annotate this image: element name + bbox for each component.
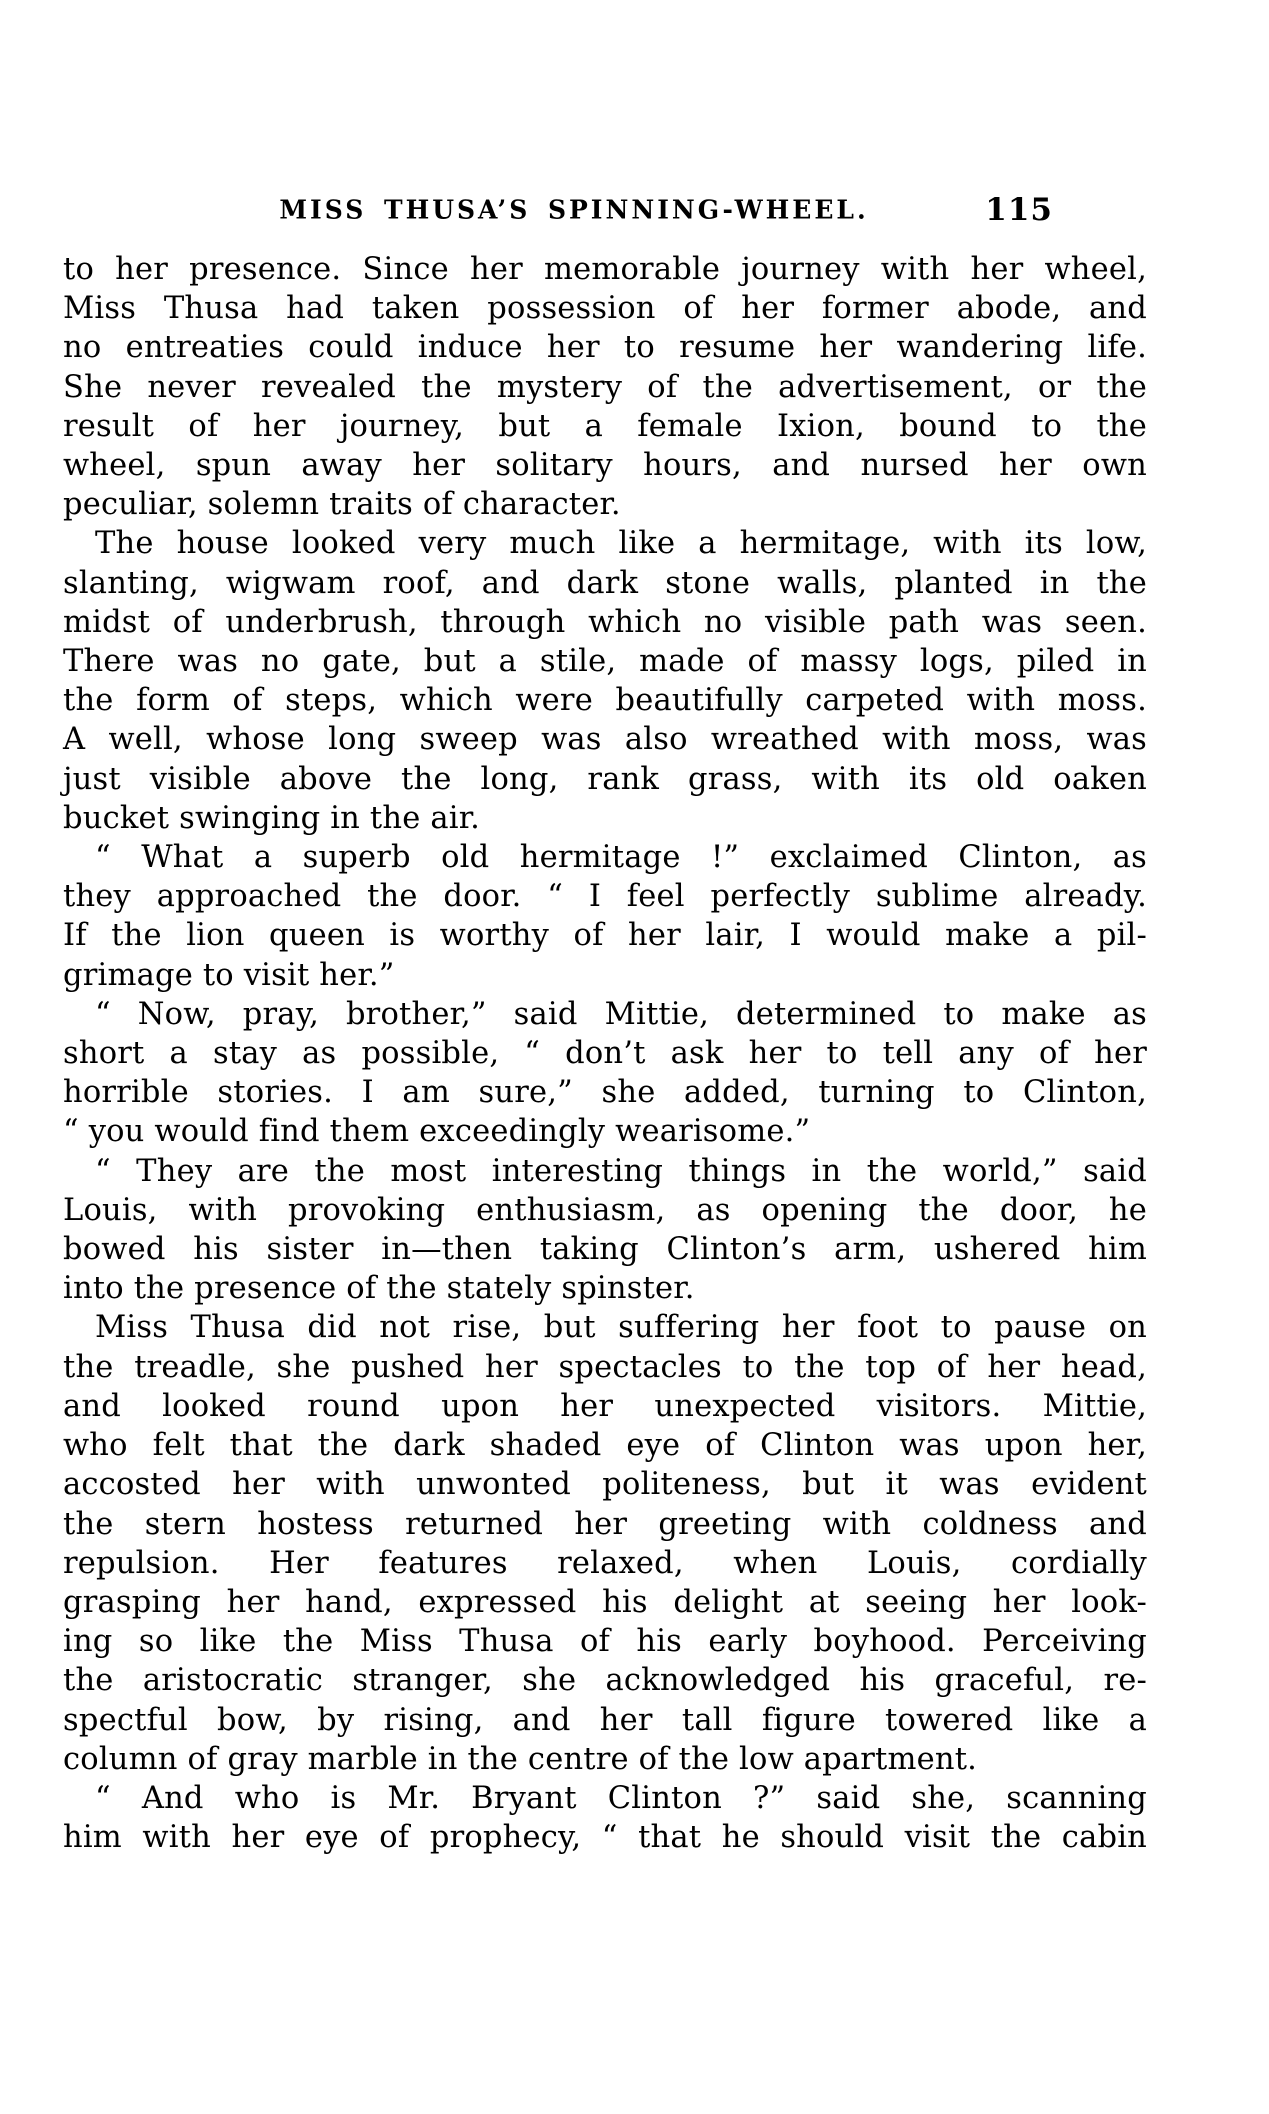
text-line: into the presence of the stately spinster. <box>63 1271 695 1307</box>
text-line: grimage to visit her.” <box>63 957 395 993</box>
text-line: spectful bow, by rising, and her tall figure towered like a <box>63 1702 1147 1738</box>
text-line: him with her eye of prophecy, “ that he should visit the cabin <box>63 1820 1147 1856</box>
page-number: 115 <box>985 192 1053 228</box>
text-line: She never revealed the mystery of the advertisement, or the <box>63 369 1147 405</box>
text-line: peculiar, solemn traits of character. <box>63 487 621 523</box>
text-line: Miss Thusa did not rise, but suffering her foot to pause on <box>95 1310 1147 1346</box>
text-line: There was no gate, but a stile, made of massy logs, piled in <box>63 644 1147 680</box>
text-line: If the lion queen is worthy of her lair, I would make a pil- <box>63 918 1147 954</box>
text-line: slanting, wigwam roof, and dark stone walls, planted in the <box>63 565 1147 601</box>
text-line: and looked round upon her unexpected visitors. Mittie, <box>63 1388 1147 1424</box>
text-line: “ They are the most interesting things in the world,” said <box>95 1153 1147 1189</box>
text-line: just visible above the long, rank grass, with its old oaken <box>63 761 1147 797</box>
text-line: result of her journey, but a female Ixion, bound to the <box>63 408 1147 444</box>
text-line: who felt that the dark shaded eye of Clinton was upon her, <box>63 1428 1147 1464</box>
text-line: they approached the door. “ I feel perfectly sublime already. <box>63 879 1147 915</box>
body-text <box>63 250 1147 1857</box>
text-line: to her presence. Since her memorable journey with her wheel, <box>63 252 1147 287</box>
text-line: midst of underbrush, through which no visible path was seen. <box>63 604 1147 640</box>
text-line: bowed his sister in—then taking Clinton’s arm, ushered him <box>63 1232 1147 1268</box>
text-line: “ Now, pray, brother,” said Mittie, determined to make as <box>95 996 1147 1032</box>
text-line: the aristocratic stranger, she acknowledged his graceful, re- <box>63 1663 1147 1699</box>
text-line: the treadle, she pushed her spectacles to the top of her head, <box>63 1349 1147 1385</box>
text-line: bucket swinging in the air. <box>63 800 481 836</box>
text-line: ing so like the Miss Thusa of his early boyhood. Perceiving <box>63 1624 1147 1660</box>
text-line: repulsion. Her features relaxed, when Louis, cordially <box>63 1545 1147 1581</box>
text-line: the form of steps, which were beautifully carpeted with moss. <box>63 683 1147 719</box>
text-line: A well, whose long sweep was also wreathed with moss, was <box>63 722 1147 758</box>
text-line: short a stay as possible, “ don’t ask her to tell any of her <box>63 1036 1147 1072</box>
text-line: “ What a superb old hermitage !” exclaimed Clinton, as <box>95 840 1147 876</box>
text-line: horrible stories. I am sure,” she added, turning to Clinton, <box>63 1075 1147 1111</box>
text-line: grasping her hand, expressed his delight at seeing her look- <box>63 1584 1147 1620</box>
text-line: accosted her with unwonted politeness, but it was evident <box>63 1467 1147 1503</box>
text-line: the stern hostess returned her greeting with coldness and <box>63 1506 1147 1542</box>
text-line: column of gray marble in the centre of the low apartment. <box>63 1741 978 1777</box>
text-line: Miss Thusa had taken possession of her former abode, and <box>63 291 1147 327</box>
text-line: “ you would find them exceedingly wearisome.” <box>63 1114 811 1150</box>
text-line: The house looked very much like a hermitage, with its low, <box>95 526 1147 562</box>
running-header <box>63 190 1147 232</box>
text-line: no entreaties could induce her to resume her wandering life. <box>63 330 1147 366</box>
text-line: wheel, spun away her solitary hours, and nursed her own <box>63 448 1147 484</box>
chapter-title: MISS THUSA’S SPINNING-WHEEL. <box>279 194 869 225</box>
text-line: Louis, with provoking enthusiasm, as opening the door, he <box>63 1192 1147 1228</box>
text-line: “ And who is Mr. Bryant Clinton ?” said she, scanning <box>95 1780 1147 1816</box>
